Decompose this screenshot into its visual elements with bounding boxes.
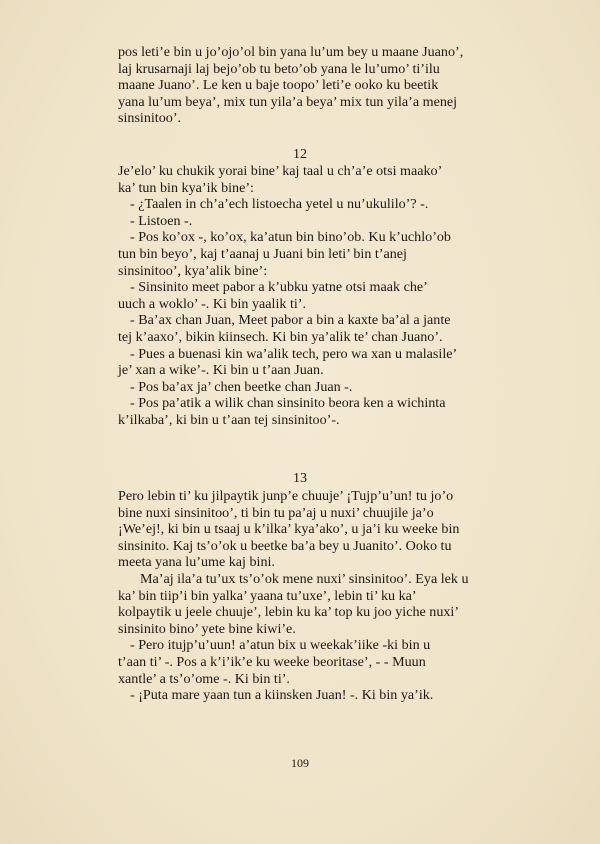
text-line: kolpaytik u jeele chuuje’, lebin ku ka’ top ku joo yiche nuxi’ xyxy=(118,604,460,621)
paragraph-block-3 xyxy=(118,488,490,704)
text-line: bine nuxi sinsinitoo’, ti bin tu pa’aj u nuxi’ chuujile ja’o xyxy=(118,504,434,521)
text-line: yana lu’um beya’, mix tun yila’a beya’ mix tun yila’a menej xyxy=(118,93,458,110)
text-line: Pero lebin ti’ ku jilpaytik junp’e chuuje’ ¡Tujp’u’un! tu jo’o xyxy=(118,488,454,504)
text-line: pos leti’e bin u jo’ojo’ol bin yana lu’um bey u maane Juano’, xyxy=(118,44,464,60)
chapter-number-12: 12 xyxy=(292,146,308,162)
text-line: uuch a woklo’ -. Ki bin yaalik ti’. xyxy=(118,295,307,312)
text-line: tun bin beyo’, kaj t’aanaj u Juani bin leti’ bin t’anej xyxy=(118,245,407,262)
text-line: - Pero itujp’u’uun! a’atun bix u weekak’iike -ki bin u xyxy=(130,637,431,654)
text-line: ¡We’ej!, ki bin u tsaaj u k’ilka’ kya’ako’, u ja’i ku weeke bin xyxy=(118,521,460,538)
text-line: tej k’aaxo’, bikin kiinsech. Ki bin ya’alik te’ chan Juano’. xyxy=(118,328,443,345)
text-line: Je’elo’ ku chukik yorai bine’ kaj taal u ch’a’e otsi maako’ xyxy=(118,163,443,179)
text-line: sinsinitoo’, kya’alik bine’: xyxy=(118,262,268,279)
text-line: sinsinito bino’ yete bine kiwi’e. xyxy=(118,620,296,637)
text-line: maane Juano’. Le ken u baje toopo’ leti’e ooko ku beetik xyxy=(118,77,439,94)
text-line: sinsinitoo’. xyxy=(118,110,182,127)
paragraph-block-1 xyxy=(118,44,490,127)
paragraph-block-2 xyxy=(118,163,490,429)
chapter-number-13: 13 xyxy=(292,470,308,486)
text-line: - Pos ba’ax ja’ chen beetke chan Juan -. xyxy=(130,378,353,395)
text-line: - ¡Puta mare yaan tun a kiinsken Juan! -. Ki bin ya’ik. xyxy=(130,687,434,704)
text-line: ka’ bin tiip’i bin yalka’ yaana tu’uxe’, lebin ti’ ku ka’ xyxy=(118,587,417,604)
text-line: meeta yana lu’ume kaj bini. xyxy=(118,554,275,571)
text-line: xantle’ a ts’o’ome -. Ki bin ti’. xyxy=(118,670,290,687)
text-line: je’ xan a wike’-. Ki bin u t’aan Juan. xyxy=(118,362,324,379)
text-line: t’aan ti’ -. Pos a k’i’ik’e ku weeke beoritase’, - - Muun xyxy=(118,653,426,670)
text-line: - ¿Taalen in ch’a’ech listoecha yetel u nu’ukulilo’? -. xyxy=(130,196,429,213)
text-line: - Pos pa’atik a wilik chan sinsinito beora ken a wichinta xyxy=(130,395,446,412)
text-line: Ma’aj ila’a tu’ux ts’o’ok mene nuxi’ sinsinitoo’. Eya lek u xyxy=(140,570,469,587)
text-line: - Ba’ax chan Juan, Meet pabor a bin a kaxte ba’al a jante xyxy=(130,312,451,329)
text-line: - Pues a buenasi kin wa’alik tech, pero wa xan u malasile’ xyxy=(130,345,458,362)
text-line: laj krusarnaji laj bejo’ob tu beto’ob yana le lu’umo’ ti’ilu xyxy=(118,60,440,77)
text-line: k’ilkaba’, ki bin u t’aan tej sinsinitoo’-. xyxy=(118,411,340,428)
text-line: - Sinsinito meet pabor a k’ubku yatne otsi maak che’ xyxy=(130,279,428,296)
text-line: ka’ tun bin kya’ik bine’: xyxy=(118,179,254,196)
text-line: sinsinito. Kaj ts’o’ok u beetke ba’a bey u Juanito’. Ooko tu xyxy=(118,537,452,554)
text-line: - Pos ko’ox -, ko’ox, ka’atun bin bino’ob. Ku k’uchlo’ob xyxy=(130,229,451,246)
text-line: - Listoen -. xyxy=(130,212,193,229)
page-number: 109 xyxy=(291,756,309,770)
